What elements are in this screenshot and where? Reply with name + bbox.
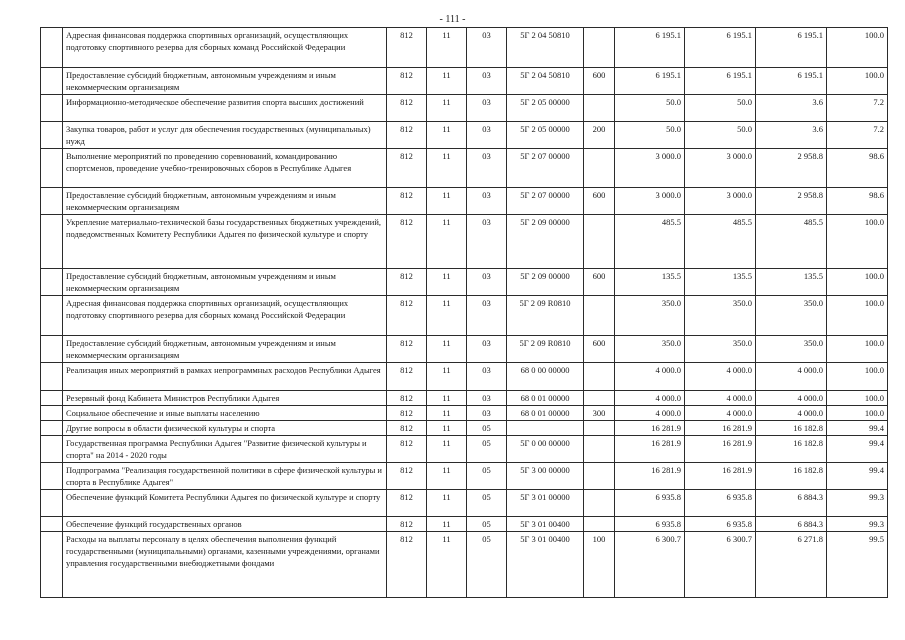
executed-amount-cell: 485.5 <box>756 215 827 269</box>
section-code-cell: 11 <box>427 122 467 149</box>
row-margin-cell <box>41 421 63 436</box>
table-row <box>41 436 888 463</box>
refined-amount-cell: 6 300.7 <box>685 532 756 598</box>
percent-executed-cell: 100.0 <box>827 215 888 269</box>
percent-executed-cell: 7.2 <box>827 122 888 149</box>
approved-amount-cell: 3 000.0 <box>615 149 685 188</box>
ministry-code-cell: 812 <box>387 532 427 598</box>
subsection-code-cell: 05 <box>467 517 507 532</box>
refined-amount-cell: 16 281.9 <box>685 421 756 436</box>
target-article-cell: 68 0 01 00000 <box>507 391 584 406</box>
ministry-code-cell: 812 <box>387 296 427 336</box>
ministry-code-cell: 812 <box>387 490 427 517</box>
ministry-code-cell: 812 <box>387 95 427 122</box>
approved-amount-cell: 4 000.0 <box>615 363 685 391</box>
target-article-cell: 5Г 2 04 50810 <box>507 68 584 95</box>
expense-name-cell: Обеспечение функций Комитета Республики Адыгея по физической культуре и спорту <box>63 490 387 517</box>
subsection-code-cell: 05 <box>467 421 507 436</box>
expense-name-cell: Предоставление субсидий бюджетным, автономным учреждениям и иным некоммерческим организациям <box>63 269 387 296</box>
ministry-code-cell: 812 <box>387 517 427 532</box>
refined-amount-cell: 4 000.0 <box>685 391 756 406</box>
expense-type-cell: 200 <box>584 122 615 149</box>
subsection-code-cell: 03 <box>467 28 507 68</box>
target-article-cell: 5Г 2 05 00000 <box>507 122 584 149</box>
expense-type-cell <box>584 215 615 269</box>
expense-type-cell <box>584 95 615 122</box>
table-row <box>41 391 888 406</box>
expense-type-cell <box>584 436 615 463</box>
subsection-code-cell: 03 <box>467 95 507 122</box>
table-row <box>41 188 888 215</box>
subsection-code-cell: 03 <box>467 296 507 336</box>
subsection-code-cell: 03 <box>467 68 507 95</box>
percent-executed-cell: 100.0 <box>827 296 888 336</box>
expense-name-cell: Обеспечение функций государственных органов <box>63 517 387 532</box>
executed-amount-cell: 135.5 <box>756 269 827 296</box>
expense-name-cell: Предоставление субсидий бюджетным, автономным учреждениям и иным некоммерческим организациям <box>63 68 387 95</box>
budget-execution-table <box>40 27 888 598</box>
row-margin-cell <box>41 391 63 406</box>
table-row <box>41 95 888 122</box>
refined-amount-cell: 6 195.1 <box>685 28 756 68</box>
expense-name-cell: Предоставление субсидий бюджетным, автономным учреждениям и иным некоммерческим организациям <box>63 336 387 363</box>
table-row <box>41 68 888 95</box>
subsection-code-cell: 03 <box>467 269 507 296</box>
approved-amount-cell: 350.0 <box>615 296 685 336</box>
section-code-cell: 11 <box>427 436 467 463</box>
expense-name-cell: Адресная финансовая поддержка спортивных организаций, осуществляющих подготовку спортивного резерва для сборных команд Российской Федерации <box>63 296 387 336</box>
section-code-cell: 11 <box>427 215 467 269</box>
table-row <box>41 490 888 517</box>
row-margin-cell <box>41 436 63 463</box>
approved-amount-cell: 4 000.0 <box>615 391 685 406</box>
executed-amount-cell: 2 958.8 <box>756 149 827 188</box>
percent-executed-cell: 100.0 <box>827 391 888 406</box>
expense-type-cell <box>584 391 615 406</box>
approved-amount-cell: 6 935.8 <box>615 490 685 517</box>
executed-amount-cell: 4 000.0 <box>756 391 827 406</box>
ministry-code-cell: 812 <box>387 215 427 269</box>
expense-name-cell: Адресная финансовая поддержка спортивных организаций, осуществляющих подготовку спортивного резерва для сборных команд Российской Федерации <box>63 28 387 68</box>
target-article-cell: 5Г 3 01 00400 <box>507 532 584 598</box>
expense-type-cell: 300 <box>584 406 615 421</box>
table-row <box>41 532 888 598</box>
expense-type-cell <box>584 28 615 68</box>
ministry-code-cell: 812 <box>387 391 427 406</box>
target-article-cell: 5Г 2 04 50810 <box>507 28 584 68</box>
executed-amount-cell: 350.0 <box>756 336 827 363</box>
row-margin-cell <box>41 28 63 68</box>
percent-executed-cell: 99.3 <box>827 490 888 517</box>
refined-amount-cell: 135.5 <box>685 269 756 296</box>
row-margin-cell <box>41 532 63 598</box>
executed-amount-cell: 16 182.8 <box>756 421 827 436</box>
refined-amount-cell: 50.0 <box>685 95 756 122</box>
ministry-code-cell: 812 <box>387 68 427 95</box>
approved-amount-cell: 4 000.0 <box>615 406 685 421</box>
percent-executed-cell: 100.0 <box>827 28 888 68</box>
subsection-code-cell: 03 <box>467 215 507 269</box>
approved-amount-cell: 135.5 <box>615 269 685 296</box>
row-margin-cell <box>41 122 63 149</box>
approved-amount-cell: 6 195.1 <box>615 68 685 95</box>
section-code-cell: 11 <box>427 336 467 363</box>
section-code-cell: 11 <box>427 95 467 122</box>
table-row <box>41 336 888 363</box>
refined-amount-cell: 485.5 <box>685 215 756 269</box>
percent-executed-cell: 99.4 <box>827 436 888 463</box>
table-row <box>41 296 888 336</box>
percent-executed-cell: 100.0 <box>827 363 888 391</box>
table-row <box>41 28 888 68</box>
subsection-code-cell: 05 <box>467 463 507 490</box>
table-row <box>41 215 888 269</box>
row-margin-cell <box>41 517 63 532</box>
table-row <box>41 517 888 532</box>
ministry-code-cell: 812 <box>387 269 427 296</box>
subsection-code-cell: 03 <box>467 391 507 406</box>
expense-name-cell: Социальное обеспечение и иные выплаты населению <box>63 406 387 421</box>
table-row <box>41 463 888 490</box>
section-code-cell: 11 <box>427 68 467 95</box>
row-margin-cell <box>41 68 63 95</box>
section-code-cell: 11 <box>427 490 467 517</box>
expense-type-cell: 600 <box>584 68 615 95</box>
row-margin-cell <box>41 95 63 122</box>
expense-name-cell: Выполнение мероприятий по проведению соревнований, командированию спортсменов, проведение учебно-тренировочных сборов в Республике Адыгея <box>63 149 387 188</box>
target-article-cell: 5Г 3 00 00000 <box>507 463 584 490</box>
section-code-cell: 11 <box>427 421 467 436</box>
expense-name-cell: Другие вопросы в области физической культуры и спорта <box>63 421 387 436</box>
table-row <box>41 363 888 391</box>
ministry-code-cell: 812 <box>387 363 427 391</box>
target-article-cell: 5Г 2 09 R0810 <box>507 296 584 336</box>
expense-type-cell <box>584 421 615 436</box>
expense-type-cell <box>584 149 615 188</box>
expense-type-cell: 600 <box>584 269 615 296</box>
approved-amount-cell: 50.0 <box>615 122 685 149</box>
row-margin-cell <box>41 490 63 517</box>
row-margin-cell <box>41 215 63 269</box>
percent-executed-cell: 98.6 <box>827 188 888 215</box>
refined-amount-cell: 16 281.9 <box>685 436 756 463</box>
executed-amount-cell: 16 182.8 <box>756 463 827 490</box>
row-margin-cell <box>41 363 63 391</box>
target-article-cell: 68 0 01 00000 <box>507 406 584 421</box>
approved-amount-cell: 16 281.9 <box>615 436 685 463</box>
percent-executed-cell: 99.5 <box>827 532 888 598</box>
table-row <box>41 406 888 421</box>
refined-amount-cell: 3 000.0 <box>685 149 756 188</box>
target-article-cell: 5Г 2 09 R0810 <box>507 336 584 363</box>
section-code-cell: 11 <box>427 406 467 421</box>
row-margin-cell <box>41 336 63 363</box>
section-code-cell: 11 <box>427 517 467 532</box>
ministry-code-cell: 812 <box>387 28 427 68</box>
section-code-cell: 11 <box>427 363 467 391</box>
expense-type-cell: 600 <box>584 188 615 215</box>
section-code-cell: 11 <box>427 28 467 68</box>
executed-amount-cell: 6 884.3 <box>756 517 827 532</box>
executed-amount-cell: 3.6 <box>756 122 827 149</box>
executed-amount-cell: 16 182.8 <box>756 436 827 463</box>
row-margin-cell <box>41 296 63 336</box>
executed-amount-cell: 4 000.0 <box>756 363 827 391</box>
percent-executed-cell: 100.0 <box>827 68 888 95</box>
page-number: - 111 - <box>439 14 466 25</box>
approved-amount-cell: 3 000.0 <box>615 188 685 215</box>
expense-type-cell <box>584 363 615 391</box>
subsection-code-cell: 03 <box>467 336 507 363</box>
subsection-code-cell: 05 <box>467 532 507 598</box>
subsection-code-cell: 03 <box>467 149 507 188</box>
refined-amount-cell: 3 000.0 <box>685 188 756 215</box>
target-article-cell: 5Г 3 01 00400 <box>507 517 584 532</box>
percent-executed-cell: 7.2 <box>827 95 888 122</box>
refined-amount-cell: 4 000.0 <box>685 406 756 421</box>
ministry-code-cell: 812 <box>387 122 427 149</box>
expense-name-cell: Резервный фонд Кабинета Министров Республики Адыгея <box>63 391 387 406</box>
section-code-cell: 11 <box>427 532 467 598</box>
expense-name-cell: Предоставление субсидий бюджетным, автономным учреждениям и иным некоммерческим организациям <box>63 188 387 215</box>
section-code-cell: 11 <box>427 296 467 336</box>
approved-amount-cell: 6 935.8 <box>615 517 685 532</box>
section-code-cell: 11 <box>427 391 467 406</box>
percent-executed-cell: 100.0 <box>827 269 888 296</box>
ministry-code-cell: 812 <box>387 421 427 436</box>
executed-amount-cell: 6 884.3 <box>756 490 827 517</box>
row-margin-cell <box>41 269 63 296</box>
subsection-code-cell: 03 <box>467 188 507 215</box>
subsection-code-cell: 03 <box>467 363 507 391</box>
percent-executed-cell: 99.4 <box>827 463 888 490</box>
table-row <box>41 122 888 149</box>
target-article-cell: 68 0 00 00000 <box>507 363 584 391</box>
section-code-cell: 11 <box>427 188 467 215</box>
approved-amount-cell: 50.0 <box>615 95 685 122</box>
expense-name-cell: Реализация иных мероприятий в рамках непрограммных расходов Республики Адыгея <box>63 363 387 391</box>
table-row <box>41 149 888 188</box>
target-article-cell: 5Г 2 09 00000 <box>507 269 584 296</box>
subsection-code-cell: 03 <box>467 406 507 421</box>
refined-amount-cell: 50.0 <box>685 122 756 149</box>
ministry-code-cell: 812 <box>387 149 427 188</box>
refined-amount-cell: 6 935.8 <box>685 517 756 532</box>
percent-executed-cell: 99.4 <box>827 421 888 436</box>
section-code-cell: 11 <box>427 463 467 490</box>
refined-amount-cell: 4 000.0 <box>685 363 756 391</box>
row-margin-cell <box>41 463 63 490</box>
expense-name-cell: Подпрограмма "Реализация государственной политики в сфере физической культуры и спорта в Республике Адыгея" <box>63 463 387 490</box>
approved-amount-cell: 485.5 <box>615 215 685 269</box>
percent-executed-cell: 99.3 <box>827 517 888 532</box>
subsection-code-cell: 05 <box>467 436 507 463</box>
expense-type-cell <box>584 463 615 490</box>
executed-amount-cell: 4 000.0 <box>756 406 827 421</box>
approved-amount-cell: 6 300.7 <box>615 532 685 598</box>
approved-amount-cell: 16 281.9 <box>615 463 685 490</box>
subsection-code-cell: 03 <box>467 122 507 149</box>
row-margin-cell <box>41 149 63 188</box>
ministry-code-cell: 812 <box>387 336 427 363</box>
target-article-cell: 5Г 0 00 00000 <box>507 436 584 463</box>
ministry-code-cell: 812 <box>387 188 427 215</box>
expense-name-cell: Укрепление материально-технической базы государственных бюджетных учреждений, подведомственных Комитету Республики Адыгея по физической культуре и спорту <box>63 215 387 269</box>
executed-amount-cell: 6 271.8 <box>756 532 827 598</box>
target-article-cell: 5Г 2 09 00000 <box>507 215 584 269</box>
refined-amount-cell: 16 281.9 <box>685 463 756 490</box>
executed-amount-cell: 6 195.1 <box>756 68 827 95</box>
percent-executed-cell: 100.0 <box>827 336 888 363</box>
refined-amount-cell: 6 195.1 <box>685 68 756 95</box>
subsection-code-cell: 05 <box>467 490 507 517</box>
expense-name-cell: Информационно-методическое обеспечение развития спорта высших достижений <box>63 95 387 122</box>
executed-amount-cell: 3.6 <box>756 95 827 122</box>
row-margin-cell <box>41 188 63 215</box>
expense-name-cell: Государственная программа Республики Адыгея "Развитие физической культуры и спорта" на 2014 - 2020 годы <box>63 436 387 463</box>
ministry-code-cell: 812 <box>387 436 427 463</box>
section-code-cell: 11 <box>427 269 467 296</box>
target-article-cell <box>507 421 584 436</box>
approved-amount-cell: 350.0 <box>615 336 685 363</box>
approved-amount-cell: 6 195.1 <box>615 28 685 68</box>
expense-name-cell: Закупка товаров, работ и услуг для обеспечения государственных (муниципальных) нужд <box>63 122 387 149</box>
refined-amount-cell: 350.0 <box>685 296 756 336</box>
table-row <box>41 269 888 296</box>
approved-amount-cell: 16 281.9 <box>615 421 685 436</box>
ministry-code-cell: 812 <box>387 406 427 421</box>
expense-type-cell: 100 <box>584 532 615 598</box>
expense-name-cell: Расходы на выплаты персоналу в целях обеспечения выполнения функций государственными (муниципальными) органами, казенными учреждениями, органами управления государственными внебюджетными фондами <box>63 532 387 598</box>
table-row <box>41 421 888 436</box>
refined-amount-cell: 6 935.8 <box>685 490 756 517</box>
executed-amount-cell: 6 195.1 <box>756 28 827 68</box>
executed-amount-cell: 350.0 <box>756 296 827 336</box>
expense-type-cell <box>584 517 615 532</box>
row-margin-cell <box>41 406 63 421</box>
executed-amount-cell: 2 958.8 <box>756 188 827 215</box>
target-article-cell: 5Г 2 05 00000 <box>507 95 584 122</box>
percent-executed-cell: 98.6 <box>827 149 888 188</box>
target-article-cell: 5Г 3 01 00000 <box>507 490 584 517</box>
refined-amount-cell: 350.0 <box>685 336 756 363</box>
expense-type-cell <box>584 490 615 517</box>
target-article-cell: 5Г 2 07 00000 <box>507 188 584 215</box>
section-code-cell: 11 <box>427 149 467 188</box>
target-article-cell: 5Г 2 07 00000 <box>507 149 584 188</box>
expense-type-cell <box>584 296 615 336</box>
ministry-code-cell: 812 <box>387 463 427 490</box>
expense-type-cell: 600 <box>584 336 615 363</box>
percent-executed-cell: 100.0 <box>827 406 888 421</box>
